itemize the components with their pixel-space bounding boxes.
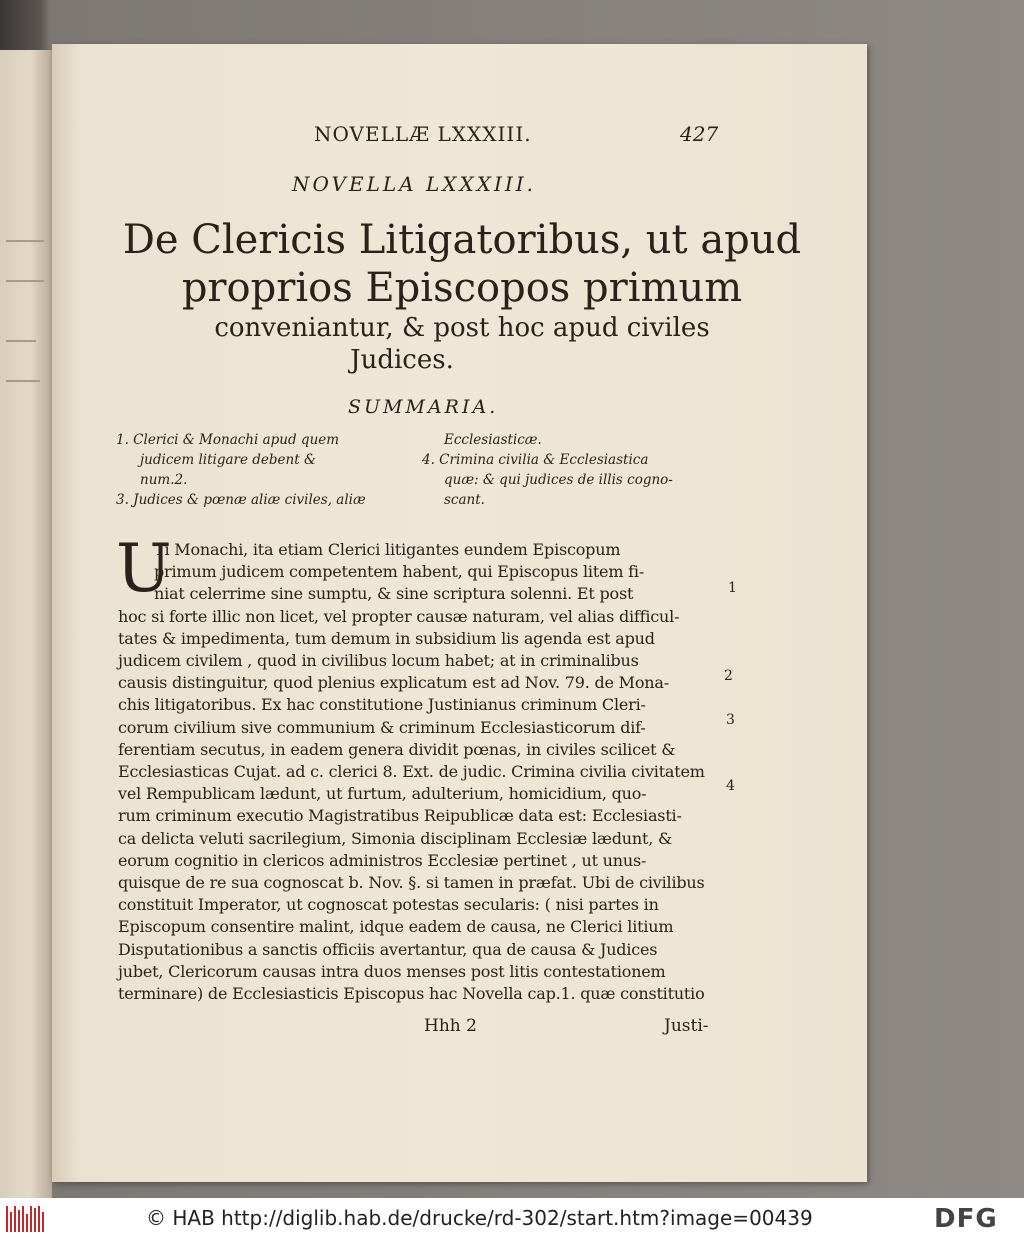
summary-line: 4. Crimina civilia & Ecclesiastica [422, 452, 649, 468]
chapter-title [112, 216, 812, 376]
margin-number: 3 [726, 712, 735, 728]
copyright-url[interactable]: © HAB http://diglib.hab.de/drucke/rd-302/start.htm?image=00439 [146, 1206, 813, 1230]
body-line: terminare) de Ecclesiasticis Episcopus hac Novella cap.1. quæ constitutio [118, 984, 705, 1004]
body-text [118, 539, 718, 1005]
novella-heading: NOVELLA LXXXIII. [292, 172, 537, 196]
body-line: ferentiam secutus, in eadem genera dividit pœnas, in civiles scilicet & [118, 739, 676, 759]
catchword: Justi- [664, 1016, 709, 1036]
body-line: chis litigatoribus. Ex hac constitutione Justinianus criminum Cleri- [118, 695, 646, 715]
body-line: Ti Monachi, ita etiam Clerici litigantes eundem Episcopum [154, 540, 621, 559]
running-head: NOVELLÆ LXXXIII. [314, 122, 532, 146]
summary-column-left [116, 430, 416, 510]
body-line: vel Rempublicam lædunt, ut furtum, adulterium, homicidium, quo- [118, 784, 647, 804]
margin-number: 4 [726, 778, 735, 794]
summary-line: num.2. [140, 472, 188, 488]
summary-column-right [422, 430, 722, 510]
summary-line: quæ: & qui judices de illis cogno- [444, 472, 673, 488]
title-line-1: De Clericis Litigatoribus, ut apud [122, 217, 802, 263]
body-line: jubet, Clericorum causas intra duos menses post litis contestationem [118, 961, 666, 981]
body-line: Episcopum consentire malint, idque eadem de causa, ne Clerici litium [118, 917, 674, 937]
body-line: ca delicta veluti sacrilegium, Simonia disciplinam Ecclesiæ lædunt, & [118, 828, 673, 848]
summary-line: 3. Judices & pœnæ aliæ civiles, aliæ [116, 492, 366, 508]
body-line: Ecclesiasticas Cujat. ad c. clerici 8. Ext. de judic. Crimina civilia civitatem [118, 762, 705, 782]
body-line: quisque de re sua cognoscat b. Nov. §. si tamen in præfat. Ubi de civilibus [118, 873, 705, 893]
signature-mark: Hhh 2 [424, 1016, 477, 1036]
body-line: primum judicem competentem habent, qui Episcopus litem fi- [154, 562, 645, 582]
body-line: Disputationibus a sanctis officiis avertantur, qua de causa & Judices [118, 939, 658, 959]
drop-capital: U [116, 530, 172, 607]
page-number: 427 [680, 122, 719, 146]
summary-line: 1. Clerici & Monachi apud quem [116, 432, 340, 448]
body-line: niat celerrime sine sumptu, & sine scriptura solenni. Et post [154, 584, 634, 604]
summary-heading: SUMMARIA. [348, 396, 499, 418]
adjacent-page-edge [0, 50, 52, 1198]
summary-line: Ecclesiasticæ. [444, 432, 542, 448]
dfg-logo: DFG [934, 1204, 998, 1234]
title-line-3: conveniantur, & post hoc apud civiles [214, 313, 710, 343]
body-line: judicem civilem , quod in civilibus locum habet; at in criminalibus [118, 651, 639, 671]
summary-line: judicem litigare debent & [140, 452, 316, 468]
summary-line: scant. [444, 492, 485, 508]
margin-number: 1 [728, 580, 737, 596]
body-line: constituit Imperator, ut cognoscat potestas secularis: ( nisi partes in [118, 895, 659, 915]
body-line: tates & impedimenta, tum demum in subsidium lis agenda est apud [118, 628, 655, 648]
body-line: rum criminum executio Magistratibus Reipublicæ data est: Ecclesiasti- [118, 806, 682, 826]
body-line: eorum cognitio in clericos administros Ecclesiæ pertinet , ut unus- [118, 850, 647, 870]
margin-number: 2 [724, 668, 733, 684]
body-line: corum civilium sive communium & criminum Ecclesiasticorum dif- [118, 717, 646, 737]
hab-logo-icon [6, 1206, 46, 1232]
title-line-2: proprios Episcopos primum [181, 265, 743, 311]
book-page [52, 44, 867, 1182]
body-line: causis distinguitur, quod plenius explicatum est ad Nov. 79. de Mona- [118, 673, 669, 693]
title-line-4: Judices. [350, 345, 454, 375]
body-line: hoc si forte illic non licet, vel propter causæ naturam, vel alias difficul- [118, 606, 680, 626]
viewer-footer [0, 1198, 1024, 1238]
